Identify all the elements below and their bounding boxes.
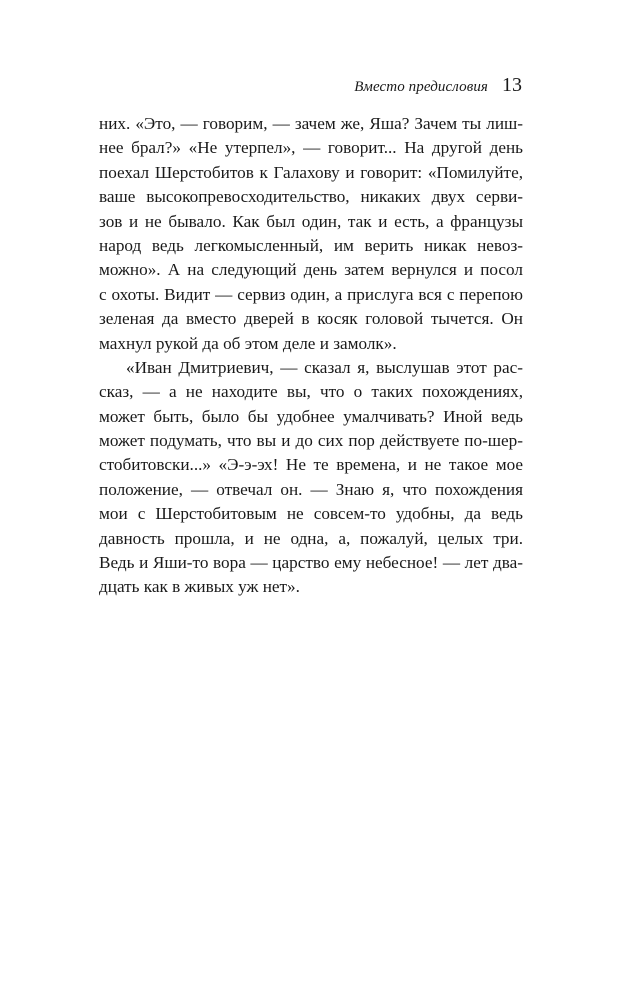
page-number: 13 <box>502 74 522 96</box>
text-line: Ведь и Яши-то вора — царство ему небесное! — лет два- <box>99 553 523 573</box>
text-line: стобитовски...» «Э-э-эх! Не те времена, и не такое мое <box>99 455 523 475</box>
text-line: сказ, — а не находите вы, что о таких похождениях, <box>99 382 523 402</box>
running-title: Вместо предисловия <box>354 79 488 95</box>
text-line: давность прошла, и не одна, а, пожалуй, целых три. <box>99 528 523 548</box>
text-line: зеленая да вместо дверей в косяк головой тычется. Он <box>99 309 523 329</box>
text-line: положение, — отвечал он. — Знаю я, что похождения <box>99 479 523 499</box>
text-line: мои с Шерстобитовым не совсем-то удобны, да ведь <box>99 504 523 524</box>
text-line: с охоты. Видит — сервиз один, а прислуга вся с перепою <box>99 284 523 304</box>
text-line: «Иван Дмитриевич, — сказал я, выслушав этот рас- <box>126 357 523 377</box>
text-line: можно». А на следующий день затем вернулся и посол <box>99 260 523 280</box>
text-line: нее брал?» «Не утерпел», — говорит... На другой день <box>99 138 523 158</box>
body-text <box>99 112 523 600</box>
text-line: зов и не бывало. Как был один, так и есть, а французы <box>99 211 523 231</box>
text-line: них. «Это, — говорим, — зачем же, Яша? Зачем ты лиш- <box>99 114 523 133</box>
text-line: поехал Шерстобитов к Галахову и говорит: «Помилуйте, <box>99 162 523 182</box>
text-line: может быть, было бы удобнее умалчивать? Иной ведь <box>99 406 523 426</box>
text-line: ваше высокопревосходительство, никаких двух серви- <box>99 187 523 207</box>
running-head <box>354 74 522 97</box>
text-line: народ ведь легкомысленный, им верить никак невоз- <box>99 235 523 255</box>
text-line: может подумать, что вы и до сих пор действуете по-шер- <box>99 431 523 451</box>
text-line: махнул рукой да об этом деле и замолк». <box>99 333 397 353</box>
text-line: дцать как в живых уж нет». <box>99 577 300 597</box>
